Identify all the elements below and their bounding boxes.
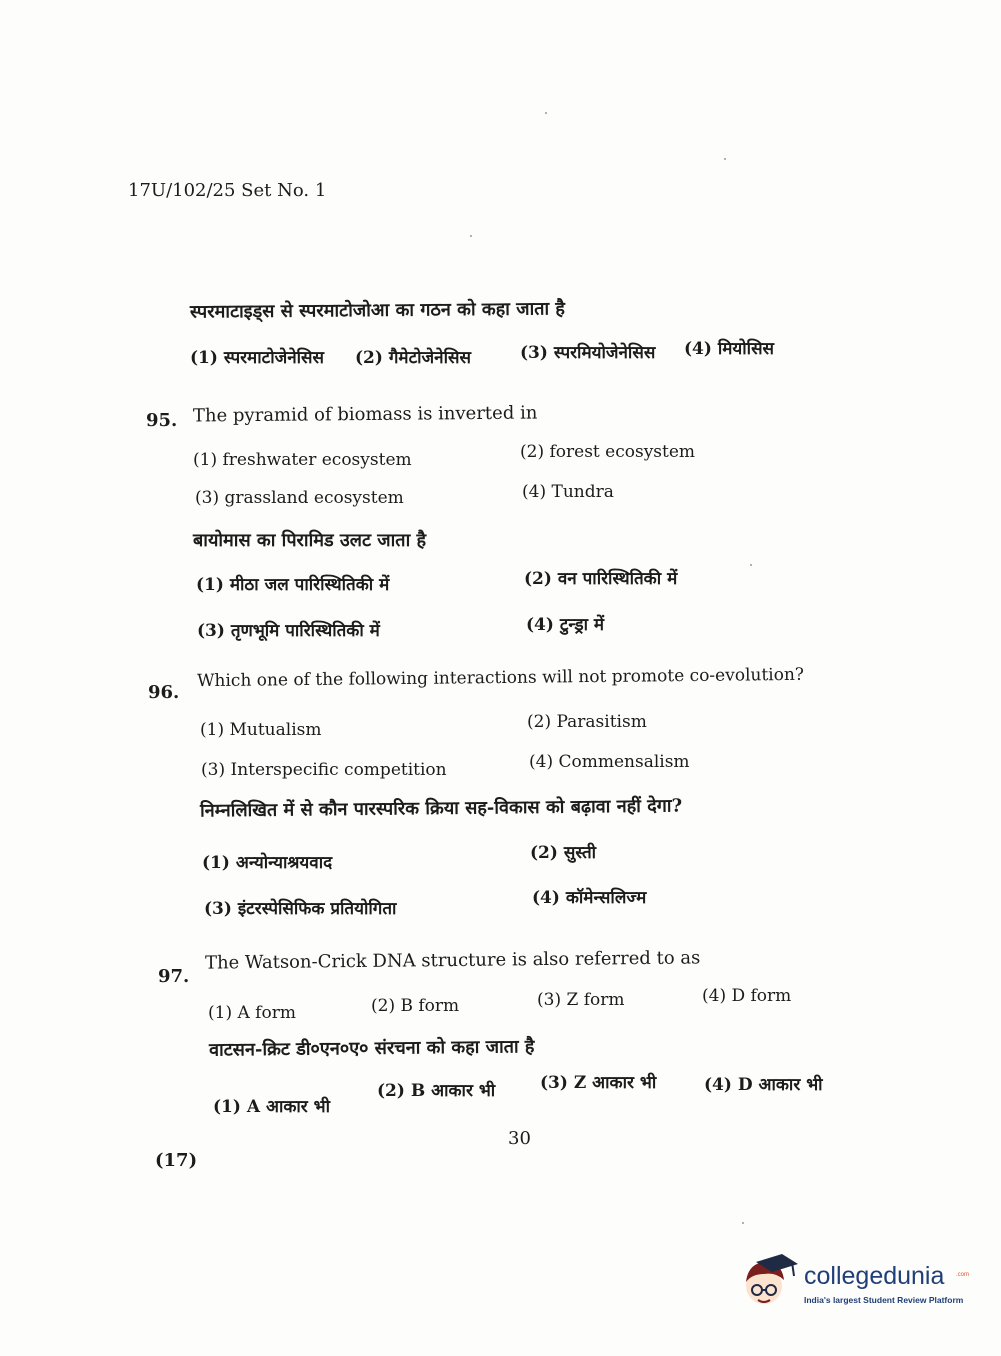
q95-question: The pyramid of biomass is inverted in — [192, 402, 538, 427]
q96-hindi-option-2: (2) सुस्ती — [530, 843, 597, 863]
q97-option-3: (3) Z form — [537, 990, 625, 1010]
q95-option-2: (2) forest ecosystem — [520, 442, 696, 462]
q96-option-1: (1) Mutualism — [200, 720, 322, 740]
q94-hindi-option-4: (4) मियोसिस — [684, 339, 775, 359]
q94-hindi-option-2: (2) गैमेटोजेनेसिस — [355, 348, 471, 368]
scan-speck — [545, 112, 547, 114]
watermark-tagline: India's largest Student Review Platform — [804, 1295, 964, 1305]
q95-option-1: (1) freshwater ecosystem — [193, 450, 412, 470]
q97-hindi-question: वाटसन-क्रिट डी०एन०ए० संरचना को कहा जाता है — [208, 1036, 535, 1061]
q94-hindi-question: स्परमाटाइड्स से स्परमाटोजोआ का गठन को कहा जाता है — [189, 298, 566, 323]
q95-hindi-question: बायोमास का पिरामिड उलट जाता है — [193, 530, 427, 551]
q96-hindi-option-3: (3) इंटरस्पेसिफिक प्रतियोगिता — [204, 899, 397, 919]
scan-speck — [724, 158, 726, 160]
q97-hindi-option-1: (1) A आकार भी — [213, 1097, 331, 1117]
q96-hindi-question: निम्नलिखित में से कौन पारस्परिक क्रिया सह-विकास को बढ़ावा नहीं देगा? — [199, 795, 683, 822]
q97-option-1: (1) A form — [208, 1003, 296, 1023]
watermark-suffix: .com — [956, 1272, 970, 1278]
q95-hindi-option-1: (1) मीठा जल पारिस्थितिकी में — [196, 575, 390, 595]
page-number: 30 — [508, 1128, 531, 1149]
q96-option-4: (4) Commensalism — [529, 752, 690, 772]
q96-question: Which one of the following interactions will not promote co-evolution? — [196, 664, 805, 692]
q97-option-2: (2) B form — [371, 996, 460, 1016]
q95-hindi-option-3: (3) तृणभूमि पारिस्थितिकी में — [197, 621, 380, 641]
q95-hindi-option-4: (4) टुन्ड्रा में — [526, 615, 605, 635]
collegedunia-logo-icon — [742, 1252, 804, 1316]
q95-option-3: (3) grassland ecosystem — [195, 488, 404, 508]
scan-speck — [742, 1222, 744, 1224]
q94-hindi-option-3: (3) स्परमियोजेनेसिस — [520, 343, 656, 363]
q95-option-4: (4) Tundra — [522, 482, 614, 502]
q97-hindi-option-2: (2) B आकार भी — [377, 1081, 496, 1101]
q97-question: The Watson-Crick DNA structure is also referred to as — [204, 947, 701, 974]
paper-code: 17U/102/25 Set No. 1 — [128, 180, 327, 201]
q97-hindi-option-3: (3) Z आकार भी — [540, 1073, 657, 1093]
q96-option-3: (3) Interspecific competition — [201, 760, 447, 780]
q97-number: 97. — [158, 966, 190, 987]
q96-number: 96. — [148, 682, 180, 703]
q97-hindi-option-4: (4) D आकार भी — [704, 1075, 823, 1095]
footer-code: (17) — [155, 1150, 198, 1171]
q96-hindi-option-4: (4) कॉमेन्सलिज्म — [532, 888, 647, 908]
q95-hindi-option-2: (2) वन पारिस्थितिकी में — [524, 569, 678, 589]
q96-option-2: (2) Parasitism — [527, 712, 647, 732]
q94-hindi-option-1: (1) स्परमाटोजेनेसिस — [190, 348, 325, 368]
q95-number: 95. — [146, 410, 178, 431]
q97-option-4: (4) D form — [702, 986, 792, 1006]
watermark-brand: collegedunia — [804, 1262, 945, 1290]
scan-speck — [750, 564, 752, 566]
q96-hindi-option-1: (1) अन्योन्याश्रयवाद — [202, 853, 333, 873]
scan-speck — [470, 235, 472, 237]
